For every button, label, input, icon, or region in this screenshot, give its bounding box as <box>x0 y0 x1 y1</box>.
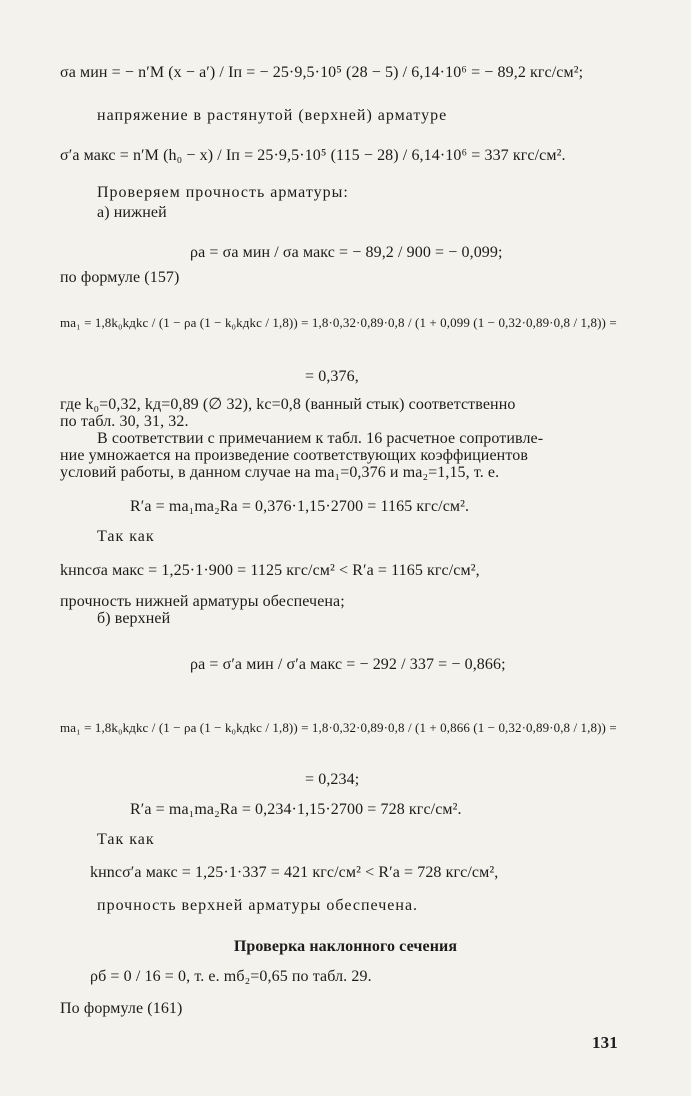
formula-sigma-max: σ′а макс = n′M (h₀ − x) / Iп = 25·9,5·10⁵ (115 − 28) / 6,14·10⁶ = 337 кгс/см². <box>60 147 566 164</box>
formula-rho-b: ρб = 0 / 16 = 0, т. е. mб₂=0,65 по табл. 29. <box>90 968 372 985</box>
formula-m-a1-upper: ma₁ = 1,8k₀kдkс / (1 − ρа (1 − k₀kдkс / 1,8)) = 1,8·0,32·0,89·0,8 / (1 + 0,866 (1 − 0,32·0,89·0,8 / 1,8)) = <box>60 720 617 735</box>
text-line: по формуле (157) <box>60 269 180 286</box>
formula-rho-upper: ρа = σ′а мин / σ′а макс = − 292 / 337 = − 0,866; <box>190 656 506 673</box>
list-item-upper: б) верхней <box>97 610 171 627</box>
text-line: В соответствии с примечанием к табл. 16 расчетное сопротивле- <box>97 430 544 447</box>
formula-rho-lower: ρа = σа мин / σа макс = − 89,2 / 900 = − 0,099; <box>190 244 503 261</box>
page-number: 131 <box>592 1033 618 1052</box>
text-line: условий работы, в данном случае на ma₁=0,376 и ma₂=1,15, т. е. <box>60 464 500 481</box>
text-line: по табл. 30, 31, 32. <box>60 413 189 430</box>
text-line: По формуле (161) <box>60 1000 183 1017</box>
text-line: где k₀=0,32, kд=0,89 (∅ 32), kс=0,8 (ванный стык) соответственно <box>60 396 516 413</box>
formula-result: = 0,234; <box>305 771 360 788</box>
formula-sigma-min: σа мин = − n′M (x − a′) / Iп = − 25·9,5·10⁵ (28 − 5) / 6,14·10⁶ = − 89,2 кгс/см²; <box>60 64 584 81</box>
text-line: прочность нижней арматуры обеспечена; <box>60 593 345 610</box>
text-line: Проверяем прочность арматуры: <box>97 184 349 201</box>
formula-R-lower: R′а = ma₁ma₂Rа = 0,376·1,15·2700 = 1165 кгс/см². <box>130 498 470 515</box>
text-line: ние умножается на произведение соответствующих коэффициентов <box>60 447 528 464</box>
text-line: Так как <box>97 528 155 545</box>
formula-check-lower: kнnсσа макс = 1,25·1·900 = 1125 кгс/см² < R′а = 1165 кгс/см², <box>60 562 480 579</box>
text-line: прочность верхней арматуры обеспечена. <box>97 897 419 914</box>
formula-result: = 0,376, <box>305 368 359 385</box>
formula-m-a1-lower: ma₁ = 1,8k₀kдkс / (1 − ρа (1 − k₀kдkс / 1,8)) = 1,8·0,32·0,89·0,8 / (1 + 0,099 (1 − 0,32·0,89·0,8 / 1,8)) = <box>60 315 617 330</box>
text-line: Так как <box>97 831 155 848</box>
formula-R-upper: R′а = ma₁ma₂Rа = 0,234·1,15·2700 = 728 кгс/см². <box>130 801 462 818</box>
section-heading: Проверка наклонного сечения <box>233 938 458 955</box>
list-item-lower: а) нижней <box>97 204 167 221</box>
text-line: напряжение в растянутой (верхней) арматуре <box>97 107 448 124</box>
formula-check-upper: kнnсσ′а макс = 1,25·1·337 = 421 кгс/см² < R′а = 728 кгс/см², <box>90 864 499 881</box>
